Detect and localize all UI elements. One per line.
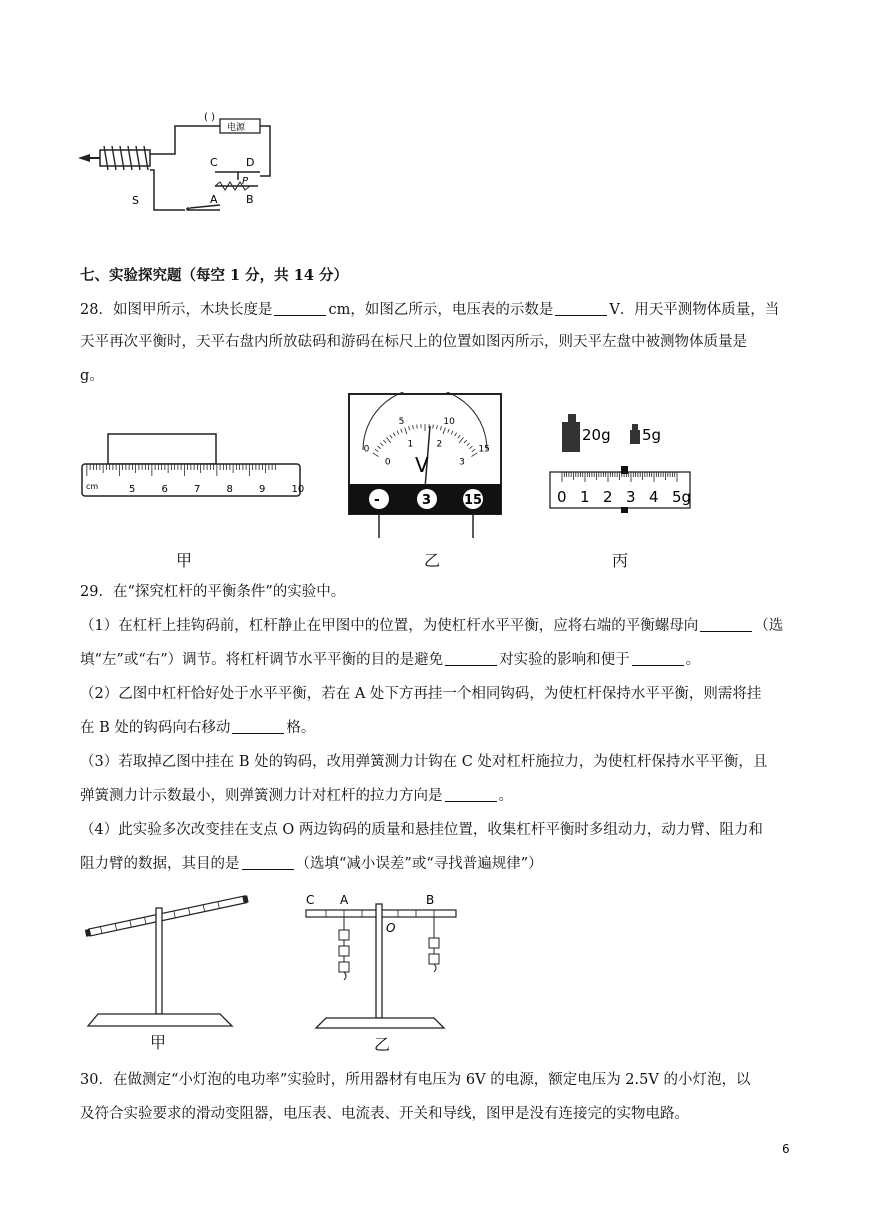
voltmeter-symbol: V: [415, 453, 429, 477]
compass-needle: [78, 154, 90, 162]
q29-text: 在 B 处的钩码向右移动: [80, 720, 231, 736]
q29-text: （选填“减小误差”或“寻找普遍规律”）: [295, 856, 543, 872]
q29-text: （选: [754, 618, 784, 634]
q28-line2: 天平再次平衡时，天平右盘内所放砝码和游码在标尺上的位置如图丙所示，则天平左盘中被测物体质量是: [80, 334, 747, 350]
terminal-negative: -: [374, 492, 380, 508]
wood-block: [108, 434, 216, 464]
bracket: ( ): [204, 112, 215, 123]
volt-bottom-label: 1: [407, 439, 414, 450]
q29-text: 阻力臂的数据，其目的是: [80, 856, 240, 872]
label-s: S: [132, 194, 139, 207]
balance-scale-label: 5g: [672, 488, 692, 506]
terminal-3: 3: [422, 493, 432, 508]
answer-blank[interactable]: [632, 651, 684, 666]
balance-scale-label: 3: [626, 488, 636, 506]
caption-yi: 乙: [424, 551, 441, 570]
answer-blank[interactable]: [274, 301, 326, 316]
q29-line7: [80, 784, 513, 805]
volt-top-label: 10: [443, 416, 455, 427]
ruler-unit: cm: [86, 482, 99, 491]
q28-line3: g。: [80, 368, 104, 384]
lever-label-c: C: [306, 893, 315, 907]
answer-blank[interactable]: [555, 301, 607, 316]
q29-text: 填“左”或“右”）调节。将杠杆调节水平平衡的目的是避免: [80, 652, 444, 668]
q29-line3: [80, 648, 700, 669]
q29-line6: （3）若取掉乙图中挂在 B 处的钩码，改用弹簧测力计钩在 C 处对杠杆施拉力，为使杠杆保持水平平衡，且: [80, 754, 768, 770]
circuit-figure: [70, 108, 290, 218]
ruler-figure: [80, 432, 304, 502]
answer-blank[interactable]: [445, 787, 497, 802]
answer-blank[interactable]: [232, 719, 284, 734]
volt-top-label: 0: [363, 444, 370, 455]
q29-line5: [80, 716, 315, 737]
label-d: D: [246, 156, 255, 169]
volt-top-label: 15: [478, 444, 490, 455]
rider: [621, 466, 628, 474]
volt-bottom-label: 0: [384, 457, 391, 468]
balance-figure: [548, 410, 698, 518]
q29-text: 。: [685, 652, 701, 668]
q28-line1: [80, 298, 779, 319]
volt-top-label: 5: [398, 416, 405, 427]
ruler-tick-label: 10: [291, 484, 304, 495]
q28-text-b: cm，如图乙所示，电压表的示数是: [328, 302, 554, 318]
voltmeter-figure: [345, 392, 505, 542]
volt-bottom-label: 2: [436, 439, 443, 450]
caption-yi-29: 乙: [374, 1035, 391, 1054]
balance-scale-label: 4: [649, 488, 659, 506]
balance-scale-label: 2: [603, 488, 613, 506]
q29-text: 格。: [286, 720, 316, 736]
volt-bottom-label: 3: [459, 457, 465, 468]
ruler-tick-label: 5: [129, 484, 136, 495]
q29-text: 。: [498, 788, 513, 804]
caption-bing: 丙: [612, 551, 629, 570]
label-a: A: [210, 193, 218, 206]
ruler-tick-label: 9: [259, 484, 266, 495]
q29-line2: [80, 614, 783, 635]
label-p: P: [242, 176, 249, 187]
terminal-15: 15: [464, 493, 483, 508]
lever-label-b: B: [426, 893, 435, 907]
answer-blank[interactable]: [700, 617, 752, 632]
q29-line9: [80, 852, 543, 873]
balance-scale-label: 0: [557, 488, 567, 506]
q29-text: 对实验的影响和便于: [499, 652, 630, 668]
q28-text-a: 28．如图甲所示，木块长度是: [80, 302, 273, 318]
lever-figure-yi: [300, 890, 470, 1030]
answer-blank[interactable]: [242, 855, 294, 870]
q29-line8: （4）此实验多次改变挂在支点 O 两边钩码的质量和悬挂位置，收集杠杆平衡时多组动力，动力臂、阻力和: [80, 822, 763, 838]
caption-jia: 甲: [176, 551, 193, 570]
q29-text: 弹簧测力计示数最小，则弹簧测力计对杠杆的拉力方向是: [80, 788, 443, 804]
caption-jia-29: 甲: [150, 1033, 167, 1052]
q30-line2: 及符合实验要求的滑动变阻器，电压表、电流表、开关和导线，图甲是没有连接完的实物电路。: [80, 1106, 689, 1122]
q30-line1: 30．在做测定“小灯泡的电功率”实验时，所用器材有电压为 6V 的电源，额定电压为 2.5V 的小灯泡，以: [80, 1072, 751, 1088]
balance-scale-label: 1: [580, 488, 590, 506]
page-number: 6: [782, 1142, 790, 1156]
battery-label: 电源: [227, 123, 246, 133]
ruler-tick-label: 6: [161, 484, 168, 495]
q29-line4: （2）乙图中杠杆恰好处于水平平衡，若在 A 处下方再挂一个相同钩码，为使杠杆保持水平平衡，则需将挂: [80, 686, 762, 702]
label-c: C: [210, 156, 218, 169]
lever-figure-jia: [80, 888, 260, 1028]
weight-5g: 5g: [642, 426, 662, 444]
weight-20g: 20g: [582, 426, 611, 444]
lever-label-a: A: [340, 893, 349, 907]
balance-scale: [550, 472, 690, 508]
q29-line1: 29．在“探究杠杆的平衡条件”的实验中。: [80, 584, 346, 600]
answer-blank[interactable]: [445, 651, 497, 666]
label-b: B: [246, 193, 254, 206]
ruler-tick-label: 8: [226, 484, 233, 495]
ruler-tick-label: 7: [194, 484, 201, 495]
q29-text: （1）在杠杆上挂钩码前，杠杆静止在甲图中的位置，为使杠杆水平平衡，应将右端的平衡螺母向: [80, 618, 699, 634]
q28-text-c: V．用天平测物体质量，当: [609, 302, 780, 318]
lever-label-o: O: [386, 921, 396, 935]
section-heading: 七、实验探究题（每空 1 分，共 14 分）: [80, 267, 348, 284]
